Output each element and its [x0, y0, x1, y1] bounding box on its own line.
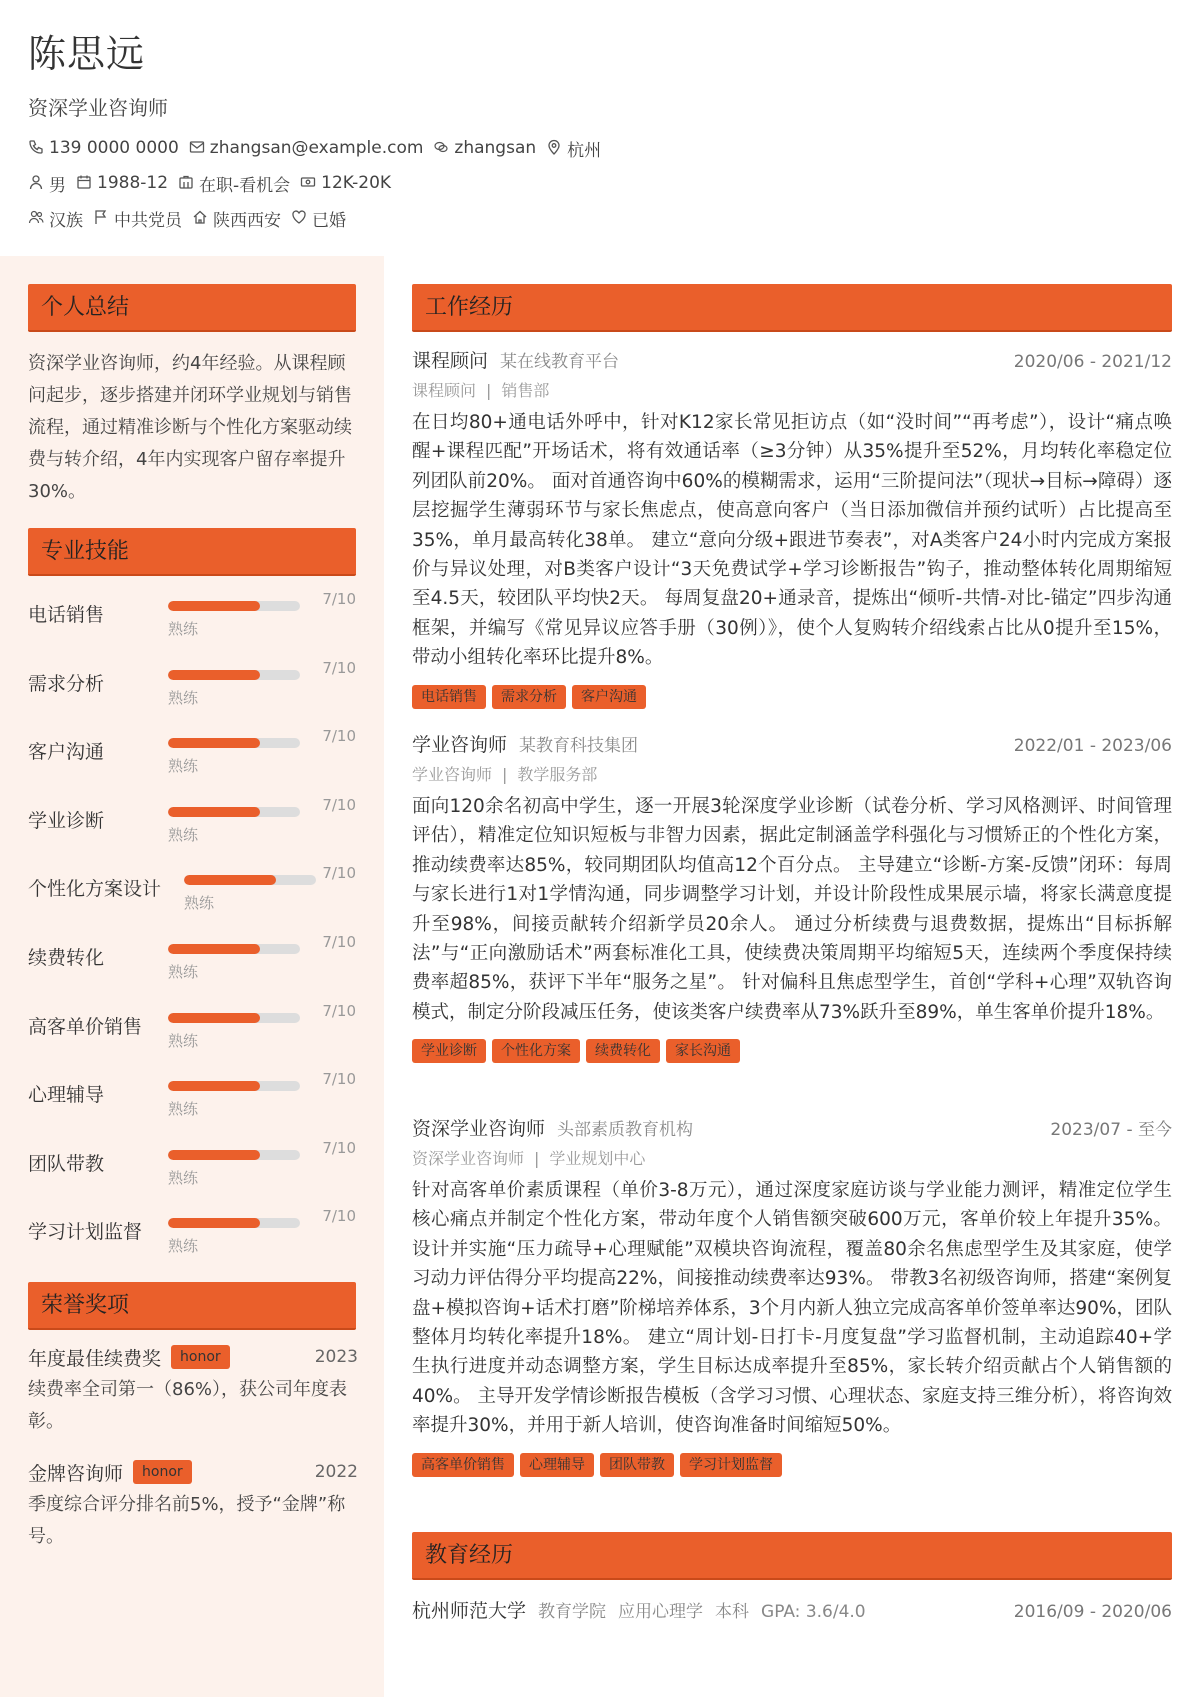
wechat-text: zhangsan [454, 138, 537, 158]
skill-score: 7/10 [322, 590, 356, 608]
wechat-icon [433, 139, 451, 157]
flag-icon [93, 209, 111, 227]
job-company: 头部素质教育机构 [557, 1120, 694, 1140]
skill-level: 熟练 [168, 1237, 199, 1256]
status-info [178, 171, 290, 196]
skill-row [28, 655, 358, 715]
skill-name: 需求分析 [28, 672, 105, 695]
job-entry: 课程顾问 某在线教育平台 2020/06 - 2021/12 课程顾问 | 销售部 在日均80+通电话外呼中，针对K12家长常见拒访点（如“没时间”“再考虑”），设计“痛点唤醒+课程匹配”开场话术，将有效通话率（≥3分钟）从35%提升至52%，月均转化率稳定位列团队前20%。 面对首通咨询中60%的模糊需求，运用“三阶提问法”（现状→目标→障碍）逐层挖掘学生薄弱环节与家长焦虑点，使高意向客户（当日添加微信并预约试听）占比提高至35%，单月最高转化38单。 建立“意向分级+跟进节奏表”，对A类客户24小时内完成方案报价与异议处理，对B类客户设计“3天免费试学+学习诊断报告”钩子，推动整体转化周期缩短至4.5天，较团队平均快2天。 每周复盘20+通录音，提炼出“倾听-共情-对比-锚定”四步沟通框架，并编写《常见异议应答手册（30例）》，使个人复购转介绍线索占比从0提升至15%，带动小组转化率环比提升8%。 电话销售 需求分析 客户沟通 [412, 346, 1172, 709]
skill-name: 续费转化 [28, 947, 105, 969]
summary-text: 资深学业咨询师，约4年经验。从课程顾问起步，逐步搭建并闭环学业规划与销售流程，通过精准诊断与个性化方案驱动续费与转介绍，4年内实现客户留存率提升30%。 [28, 353, 352, 502]
job-description: 面向120余名初高中学生，逐一开展3轮深度学业诊断（试卷分析、学习风格测评、时间管理评估），精准定位知识短板与非智力因素，据此定制涵盖学科强化与习惯矫正的个性化方案，推动续费率达85%，较同期团队均值高12个百分点。 主导建立“诊断-方案-反馈”闭环：每周与家长进行1对1学情沟通，同步调整学习计划，并设计阶段性成果展示墙，将家长满意度提升至98%，间接贡献转介绍新学员20余人。 通过分析续费与退费数据，提炼出“目标拆解法”与“正向激励话术”两套标准化工具，使续费决策周期平均缩短5天，连续两个季度保持续费率超85%，获评下半年“服务之星”。 针对偏科且焦虑型学生，首创“学科+心理”双轨咨询模式，制定分阶段减压任务，使该类客户续费率从73%跃升至89%，单生客单价提升18%。 [412, 796, 1172, 1023]
skill-name: 电话销售 [28, 604, 105, 626]
skill-progress-fill [168, 670, 260, 680]
location-pin-icon [546, 139, 564, 157]
skill-name: 团队带教 [28, 1152, 105, 1175]
marital-text: 已婚 [312, 210, 346, 231]
marital-info [291, 206, 346, 231]
section-heading-work: 工作经历 [412, 284, 1172, 332]
skill-row [28, 1203, 358, 1263]
skill-score: 7/10 [322, 1070, 356, 1089]
gender-info [28, 171, 66, 196]
skill-progress-fill [168, 944, 260, 954]
skill-progress-fill [184, 875, 276, 885]
skill-row [28, 998, 358, 1058]
skill-score: 7/10 [322, 933, 356, 951]
salary-info [300, 173, 391, 193]
skill-name: 个性化方案设计 [28, 878, 162, 901]
education-entry [412, 1596, 1172, 1626]
email-info [189, 138, 424, 158]
status-text: 在职-看机会 [199, 175, 291, 196]
job-date: 2020/06 - 2021/12 [1013, 352, 1172, 372]
skill-level: 熟练 [168, 620, 199, 638]
skill-score: 7/10 [322, 1001, 356, 1020]
job-description: 在日均80+通电话外呼中，针对K12家长常见拒访点（如“没时间”“再考虑”），设计“痛点唤醒+课程匹配”开场话术，将有效通话率（≥3分钟）从35%提升至52%，月均转化率稳定位列团队前20%。 面对首通咨询中60%的模糊需求，运用“三阶提问法”（现状→目标→障碍）逐层挖掘学生薄弱环节与家长焦虑点，使高意向客户（当日添加微信并预约试听）占比提高至35%，单月最高转化38单。 建立“意向分级+跟进节奏表”，对A类客户24小时内完成方案报价与异议处理，对B类客户设计“3天免费试学+学习诊断报告”钩子，推动整体转化周期缩短至4.5天，较团队平均快2天。 每周复盘20+通录音，提炼出“倾听-共情-对比-锚定”四步沟通框架，并编写《常见异议应答手册（30例）》，使个人复购转介绍线索占比从0提升至15%，带动小组转化率环比提升8%。 [412, 412, 1172, 669]
edu-degree: 本科 [715, 1602, 750, 1622]
skill-tag: 个性化方案 [492, 1039, 580, 1063]
skill-progress-bar [168, 1013, 300, 1023]
section-heading-summary: 个人总结 [28, 284, 356, 332]
skill-row [28, 1066, 358, 1126]
background-row [28, 206, 1128, 230]
phone-text: 139 0000 0000 [49, 138, 179, 158]
job-dept: 学业规划中心 [549, 1149, 646, 1168]
contact-row [28, 136, 1128, 160]
skill-progress-bar [168, 1218, 300, 1228]
skill-progress-fill [168, 601, 260, 611]
honor-name: 年度最佳续费奖 [28, 1347, 162, 1370]
skill-progress-bar [168, 601, 300, 611]
heart-icon [291, 209, 309, 227]
job-title: 资深学业咨询师 [412, 1118, 546, 1140]
skill-level: 熟练 [168, 688, 199, 707]
edu-school: 杭州师范大学 [412, 1600, 527, 1622]
hometown-info [192, 206, 281, 231]
skill-progress-bar [168, 1081, 300, 1091]
skill-progress-fill [168, 1013, 260, 1023]
section-heading-skills: 专业技能 [28, 528, 356, 576]
skill-progress-bar [168, 1150, 300, 1160]
home-icon [192, 209, 210, 227]
job-dept: 销售部 [501, 381, 550, 400]
job-dept: 教学服务部 [517, 765, 598, 784]
location-text: 杭州 [567, 140, 602, 161]
politics-info [93, 206, 182, 231]
skill-tag: 学习计划监督 [680, 1453, 782, 1477]
job-date: 2022/01 - 2023/06 [1013, 736, 1172, 756]
people-icon [28, 209, 46, 227]
skill-level: 熟练 [168, 963, 199, 981]
skill-tag: 电话销售 [412, 685, 486, 709]
skill-level: 熟练 [168, 1100, 199, 1119]
salary-text: 12K-20K [321, 173, 392, 193]
honor-year: 2023 [314, 1347, 358, 1367]
skill-row [28, 792, 358, 852]
calendar-icon [76, 174, 94, 192]
skill-progress-fill [168, 738, 260, 748]
skill-level: 熟练 [184, 894, 215, 913]
skill-level: 熟练 [168, 1168, 199, 1187]
skill-tag: 续费转化 [586, 1039, 660, 1063]
skill-tag: 家长沟通 [666, 1039, 740, 1063]
skill-row [28, 860, 358, 920]
candidate-name: 陈思远 [28, 32, 146, 76]
skill-progress-fill [168, 1150, 260, 1160]
job-role: 资深学业咨询师 [412, 1149, 525, 1168]
edu-major: 应用心理学 [618, 1602, 704, 1622]
skill-name: 心理辅导 [28, 1084, 105, 1107]
resume-header [28, 28, 1128, 258]
skill-tag: 团队带教 [600, 1453, 674, 1477]
job-tags [412, 1453, 1172, 1477]
job-date: 2023/07 - 至今 [1050, 1120, 1172, 1140]
main-content [412, 284, 1172, 1684]
skill-progress-bar [168, 670, 300, 680]
skill-row [28, 586, 358, 646]
skill-level: 熟练 [168, 1031, 199, 1050]
job-entry: 资深学业咨询师 头部素质教育机构 2023/07 - 至今 资深学业咨询师 | 学业规划中心 针对高客单价素质课程（单价3-8万元），通过深度家庭访谈与学业能力测评，精准定位学生核心痛点并制定个性化方案，带动年度个人销售额突破600万元，客单价较上年提升35%。 设计并实施“压力疏导+心理赋能”双模块咨询流程，覆盖80余名焦虑型学生及其家庭，使学习动力评估得分平均提高22%，间接推动续费率达93%。 带教3名初级咨询师，搭建“案例复盘+模拟咨询+话术打磨”阶梯培养体系，3个月内新人独立完成高客单价签单率达90%，团队整体月均转化率提升18%。 建立“周计划-日打卡-月度复盘”学习监督机制，主动追踪40+学生执行进度并动态调整方案，学生目标达成率提升至85%，家长转介绍贡献占个人销售额的40%。 主导开发学情诊断报告模板（含学习习惯、心理状态、家庭支持三维分析），将咨询效率提升30%，并用于新人培训，使咨询准备时间缩短50%。 高客单价销售 心理辅导 团队带教 学习计划监督 [412, 1114, 1172, 1477]
skill-score: 7/10 [322, 864, 356, 883]
job-tags [412, 1039, 1172, 1063]
edu-gpa: GPA: 3.6/4.0 [761, 1602, 866, 1622]
skill-name: 学业诊断 [28, 809, 105, 832]
email-text: zhangsan@example.com [209, 138, 424, 158]
honor-badge: honor [171, 1345, 230, 1369]
skill-score: 7/10 [322, 795, 356, 814]
section-heading-honors: 荣誉奖项 [28, 1282, 356, 1330]
skill-score: 7/10 [322, 1207, 356, 1226]
skill-tag: 客户沟通 [572, 685, 646, 709]
honor-year: 2022 [314, 1462, 358, 1482]
person-icon [28, 174, 46, 192]
sidebar [0, 256, 384, 1697]
job-entry: 学业咨询师 某教育科技集团 2022/01 - 2023/06 学业咨询师 | 教学服务部 面向120余名初高中学生，逐一开展3轮深度学业诊断（试卷分析、学习风格测评、时间管理评估），精准定位知识短板与非智力因素，据此定制涵盖学科强化与习惯矫正的个性化方案，推动续费率达85%，较同期团队均值高12个百分点。 主导建立“诊断-方案-反馈”闭环：每周与家长进行1对1学情沟通，同步调整学习计划，并设计阶段性成果展示墙，将家长满意度提升至98%，间接贡献转介绍新学员20余人。 通过分析续费与退费数据，提炼出“目标拆解法”与“正向激励话术”两套标准化工具，使续费决策周期平均缩短5天，连续两个季度保持续费率超85%，获评下半年“服务之星”。 针对偏科且焦虑型学生，首创“学科+心理”双轨咨询模式，制定分阶段减压任务，使该类客户续费率从73%跃升至89%，单生客单价提升18%。 学业诊断 个性化方案 续费转化 家长沟通 [412, 730, 1172, 1063]
edu-date: 2016/09 - 2020/06 [1013, 1602, 1172, 1622]
location-info [546, 136, 601, 161]
skill-progress-fill [168, 807, 260, 817]
skill-row [28, 1135, 358, 1195]
skill-progress-bar [168, 738, 300, 748]
skill-level: 熟练 [168, 757, 199, 776]
job-tags [412, 685, 1172, 709]
job-title: 学业咨询师 [412, 734, 508, 756]
skill-score: 7/10 [322, 658, 356, 677]
honor-name: 金牌咨询师 [28, 1462, 124, 1485]
skill-name: 客户沟通 [28, 741, 105, 764]
mail-icon [189, 139, 207, 157]
skill-progress-bar [168, 944, 300, 954]
skill-progress-fill [168, 1218, 260, 1228]
birth-info [76, 173, 168, 193]
candidate-title: 资深学业咨询师 [28, 96, 168, 120]
edu-college: 教育学院 [538, 1602, 607, 1622]
skill-tag: 学业诊断 [412, 1039, 486, 1063]
hometown-text: 陕西西安 [213, 210, 281, 231]
skill-score: 7/10 [322, 1138, 356, 1157]
job-role: 课程顾问 [412, 381, 477, 400]
section-heading-education: 教育经历 [412, 1532, 1172, 1580]
skill-progress-bar [184, 875, 316, 885]
job-company: 某教育科技集团 [519, 736, 639, 756]
ethnicity-text: 汉族 [49, 210, 83, 231]
job-description: 针对高客单价素质课程（单价3-8万元），通过深度家庭访谈与学业能力测评，精准定位学生核心痛点并制定个性化方案，带动年度个人销售额突破600万元，客单价较上年提升35%。 设计并实施“压力疏导+心理赋能”双模块咨询流程，覆盖80余名焦虑型学生及其家庭，使学习动力评估得分平均提高22%，间接推动续费率达93%。 带教3名初级咨询师，搭建“案例复盘+模拟咨询+话术打磨”阶梯培养体系，3个月内新人独立完成高客单价签单率达90%，团队整体月均转化率提升18%。 建立“周计划-日打卡-月度复盘”学习监督机制，主动追踪40+学生执行进度并动态调整方案，学生目标达成率提升至85%，家长转介绍贡献占个人销售额的40%。 主导开发学情诊断报告模板（含学习习惯、心理状态、家庭支持三维分析），将咨询效率提升30%，并用于新人培训，使咨询准备时间缩短50%。 [412, 1180, 1172, 1437]
skill-progress-fill [168, 1081, 260, 1091]
building-icon [178, 174, 196, 192]
personal-row [28, 171, 1128, 195]
skill-row [28, 723, 358, 783]
job-title: 课程顾问 [412, 350, 489, 372]
skill-tag: 心理辅导 [520, 1453, 594, 1477]
honor-item [28, 1342, 358, 1438]
skill-name: 高客单价销售 [28, 1015, 143, 1038]
skill-score: 7/10 [322, 727, 356, 746]
honor-desc: 续费率全司第一（86%），获公司年度表彰。 [28, 1379, 348, 1432]
honor-badge: honor [133, 1460, 192, 1484]
phone-icon [28, 139, 46, 157]
skill-name: 学习计划监督 [28, 1221, 143, 1244]
ethnicity-info [28, 206, 83, 231]
wechat-info [433, 138, 536, 158]
money-icon [300, 174, 318, 192]
skill-tag: 高客单价销售 [412, 1453, 514, 1477]
honor-item [28, 1457, 358, 1553]
gender-text: 男 [49, 175, 66, 196]
job-company: 某在线教育平台 [500, 352, 620, 372]
skill-progress-bar [168, 807, 300, 817]
birth-text: 1988-12 [97, 173, 169, 193]
skill-row [28, 929, 358, 989]
skill-tag: 需求分析 [492, 685, 566, 709]
job-role: 学业咨询师 [412, 765, 493, 784]
politics-text: 中共党员 [114, 210, 182, 231]
honor-desc: 季度综合评分排名前5%，授予“金牌”称号。 [28, 1494, 346, 1547]
phone-info [28, 138, 179, 158]
skill-level: 熟练 [168, 825, 199, 844]
